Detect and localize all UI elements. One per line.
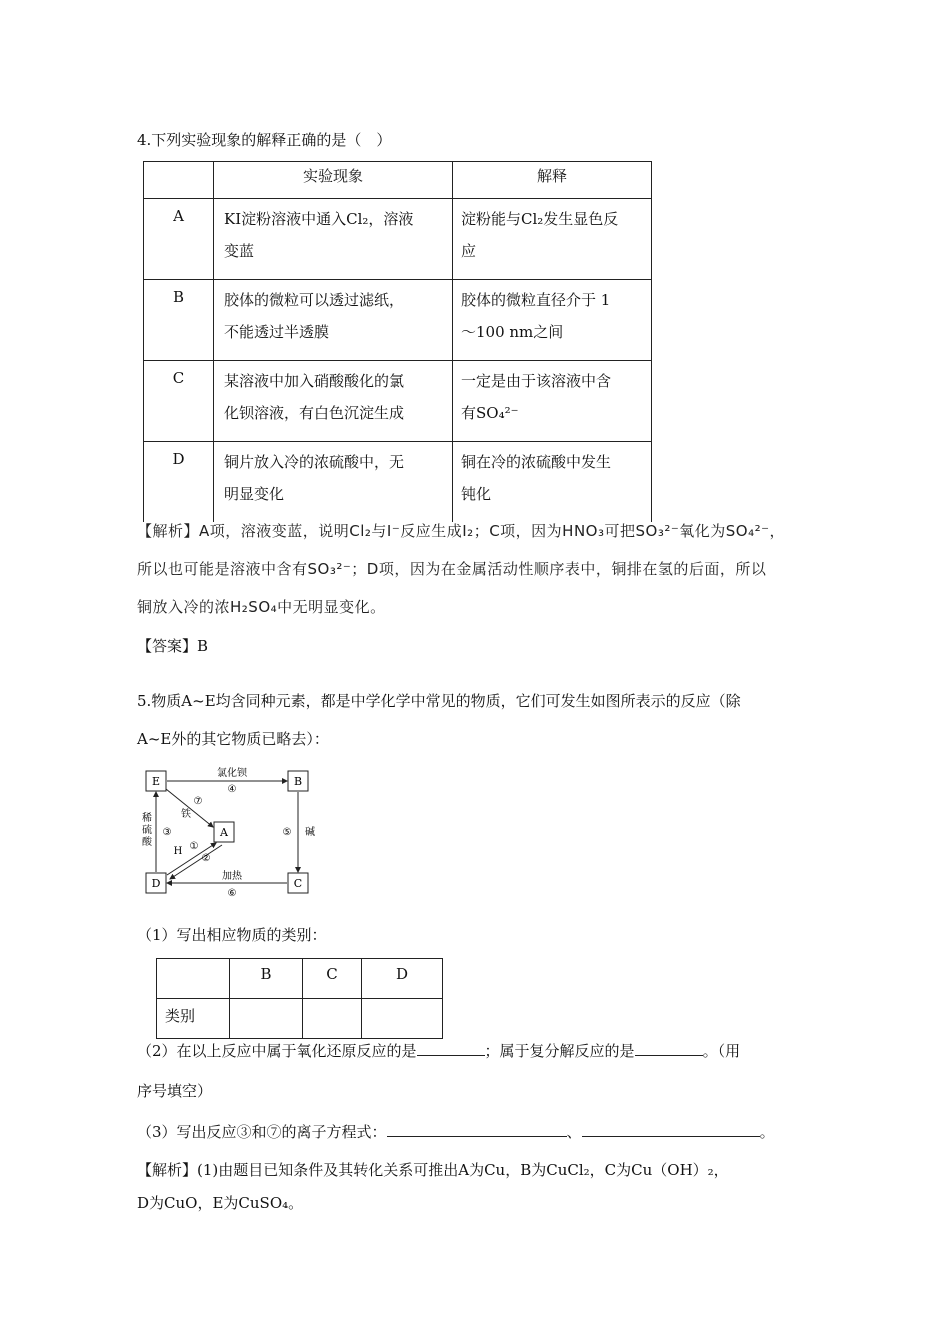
label-right-num: ⑤ <box>282 827 292 838</box>
q5-sub2-part-a: （2）在以上反应中属于氧化还原反应的是 <box>137 1042 417 1060</box>
q5-sub2-line2: 序号填空） <box>137 1082 213 1100</box>
header-empty <box>144 162 214 199</box>
label-right: 碱 <box>305 827 315 838</box>
label-n1: ① <box>189 841 199 852</box>
label-n2: ② <box>201 853 211 864</box>
q4-table <box>143 161 652 522</box>
q5-sub3 <box>137 1121 775 1142</box>
label-top-num: ④ <box>227 784 237 795</box>
node-c-label: C <box>293 877 303 890</box>
q5-analysis-line1: 【解析】(1)由题目已知条件及其转化关系可推出A为Cu，B为CuCl₂，C为Cu（OH）₂， <box>137 1161 729 1179</box>
explanation-cell: 铜在冷的浓硫酸中发生 钝化 <box>453 442 652 523</box>
table-row <box>144 280 652 361</box>
table-row <box>144 199 652 280</box>
q5-sub1: （1）写出相应物质的类别： <box>137 926 327 944</box>
blank-redox[interactable] <box>417 1041 485 1056</box>
blank-double-decomposition[interactable] <box>635 1041 703 1056</box>
q4-answer: 【答案】B <box>137 637 209 655</box>
header-phenomenon: 实验现象 <box>214 162 453 199</box>
reaction-diagram <box>140 765 320 900</box>
table-row <box>144 442 652 523</box>
node-d-label: D <box>151 877 161 890</box>
q5-sub3-part-a: （3）写出反应③和⑦的离子方程式： <box>137 1123 387 1141</box>
phenomenon-cell: 胶体的微粒可以透过滤纸， 不能透过半透膜 <box>214 280 453 361</box>
label-left3: 酸 <box>142 837 152 848</box>
table-row <box>157 959 443 999</box>
category-cell-c[interactable] <box>303 999 362 1039</box>
category-header-c: C <box>303 959 362 999</box>
label-iron: 铁 <box>181 809 191 820</box>
label-h: H <box>173 846 183 857</box>
category-header-d: D <box>362 959 443 999</box>
blank-equation-7[interactable] <box>582 1122 760 1137</box>
label-iron-num: ⑦ <box>193 796 203 807</box>
q5-sub3-end: 。 <box>759 1123 775 1141</box>
table-header-row <box>144 162 652 199</box>
label-top: 氯化钡 <box>217 768 247 779</box>
explanation-cell: 一定是由于该溶液中含 有SO₄²⁻ <box>453 361 652 442</box>
table-row <box>157 999 443 1039</box>
node-a-label: A <box>220 826 228 839</box>
label-bottom: 加热 <box>222 871 242 882</box>
phenomenon-cell: 某溶液中加入硝酸酸化的氯 化钡溶液，有白色沉淀生成 <box>214 361 453 442</box>
phenomenon-cell: 铜片放入冷的浓硫酸中，无 明显变化 <box>214 442 453 523</box>
category-table <box>156 958 443 1039</box>
label-left1: 稀 <box>142 813 152 824</box>
q5-sub2 <box>137 1040 740 1061</box>
category-table-corner <box>157 959 230 999</box>
q5-sub2-part-c: 。（用 <box>702 1042 741 1060</box>
q5-question-line2: A~E外的其它物质已略去）： <box>137 730 329 748</box>
option-label: C <box>144 361 214 442</box>
q5-analysis-line2: D为CuO，E为CuSO₄。 <box>137 1194 304 1212</box>
label-bottom-num: ⑥ <box>227 888 237 899</box>
category-cell-b[interactable] <box>230 999 303 1039</box>
header-explanation: 解释 <box>453 162 652 199</box>
option-label: B <box>144 280 214 361</box>
phenomenon-cell: KI淀粉溶液中通入Cl₂，溶液 变蓝 <box>214 199 453 280</box>
explanation-cell: 胶体的微粒直径介于 1 ～100 nm之间 <box>453 280 652 361</box>
option-label: A <box>144 199 214 280</box>
blank-equation-3[interactable] <box>387 1122 567 1137</box>
category-header-b: B <box>230 959 303 999</box>
arrow-e-a <box>166 789 213 827</box>
node-e-label: E <box>151 775 161 788</box>
explanation-cell: 淀粉能与Cl₂发生显色反 应 <box>453 199 652 280</box>
q4-analysis-line3: 铜放入冷的浓H₂SO₄中无明显变化。 <box>137 598 386 616</box>
category-cell-d[interactable] <box>362 999 443 1039</box>
q5-question-line1: 5.物质A~E均含同种元素，都是中学化学中常见的物质，它们可发生如图所表示的反应（除 <box>137 692 741 710</box>
node-b-label: B <box>293 775 303 788</box>
q4-question: 4.下列实验现象的解释正确的是（ ） <box>137 131 392 149</box>
category-row-label: 类别 <box>157 999 230 1039</box>
q4-analysis-line2: 所以也可能是溶液中含有SO₃²⁻；D项，因为在金属活动性顺序表中，铜排在氢的后面，所以 <box>137 560 767 578</box>
table-row <box>144 361 652 442</box>
option-label: D <box>144 442 214 523</box>
label-left2: 硫 <box>142 825 152 836</box>
q4-analysis-line1: 【解析】A项，溶液变蓝，说明Cl₂与I⁻反应生成I₂；C项，因为HNO₃可把SO₃²⁻氧化为SO₄²⁻， <box>137 522 786 540</box>
label-left-num: ③ <box>162 827 172 838</box>
q5-sub2-part-b: ；属于复分解反应的是 <box>484 1042 635 1060</box>
q5-sub3-separator: 、 <box>566 1123 582 1141</box>
